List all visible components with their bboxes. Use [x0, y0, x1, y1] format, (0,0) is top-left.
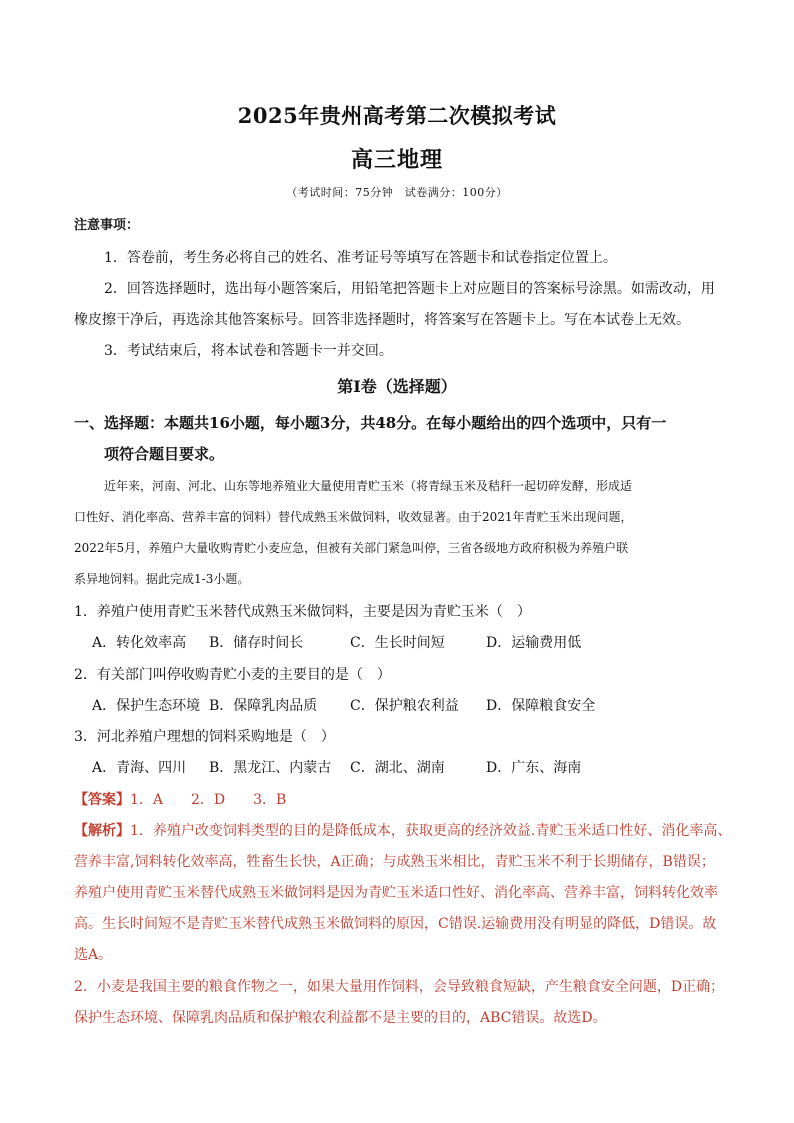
notice-heading: 注意事项： — [74, 218, 140, 233]
notice-item-2-line-1: 2．回答选择题时，选出每小题答案后，用铅笔把答题卡上对应题目的答案标号涂黑。如需改动，用 — [104, 281, 715, 297]
notice-item-2-line-2: 橡皮擦干净后，再选涂其他答案标号。回答非选择题时，将答案写在答题卡上。写在本试卷上无效。 — [74, 312, 690, 328]
exam-info: （考试时间：75分钟 试卷满分：100分） — [286, 186, 508, 199]
analysis-label: 【解析】 — [74, 823, 130, 839]
answer-label: 【答案】 — [74, 792, 130, 808]
analysis-p2-line-2: 保护生态环境、保障乳肉品质和保护粮农利益都不是主要的目的，ABC错误。故选D。 — [74, 1010, 607, 1026]
question-1-option-c: C．生长时间短 — [350, 635, 445, 651]
question-1-option-d: D．运输费用低 — [486, 635, 582, 651]
section-instruction-line-2: 项符合题目要求。 — [104, 445, 225, 463]
exam-subject: 高三地理 — [350, 147, 443, 173]
question-1-stem: 1．养殖户使用青贮玉米替代成熟玉米做饲料，主要是因为青贮玉米（ ） — [74, 604, 531, 620]
answer-values: 1．A 2．D 3．B — [130, 792, 287, 808]
notice-item-1: 1．答卷前，考生务必将自己的姓名、准考证号等填写在答题卡和试卷指定位置上。 — [104, 250, 617, 266]
analysis-p1-line-3: 养殖户使用青贮玉米替代成熟玉米做饲料是因为青贮玉米适口性好、消化率高、营养丰富，饲料转化效率 — [74, 885, 718, 901]
analysis-p2-line-1: 2．小麦是我国主要的粮食作物之一，如果大量用作饲料，会导致粮食短缺，产生粮食安全问题，D正确； — [74, 979, 725, 995]
analysis-row-1 — [74, 820, 731, 840]
answer-row — [74, 789, 286, 809]
section-title: 第Ⅰ卷（选择题） — [337, 377, 457, 396]
notice-item-3: 3．考试结束后，将本试卷和答题卡一并交回。 — [104, 343, 393, 359]
question-3-option-b: B．黑龙江、内蒙古 — [209, 760, 332, 776]
section-instruction-line-1: 一、选择题：本题共16小题，每小题3分，共48分。在每小题给出的四个选项中，只有一 — [74, 414, 667, 432]
analysis-p1-line-1: 1．养殖户改变饲料类型的目的是降低成本，获取更高的经济效益.青贮玉米适口性好、消化率高、 — [130, 823, 732, 839]
question-1-option-a: A．转化效率高 — [92, 635, 187, 651]
passage-line-4: 系异地饲料。据此完成1-3小题。 — [74, 572, 250, 586]
question-2-option-d: D．保障粮食安全 — [486, 698, 596, 714]
question-3-option-d: D．广东、海南 — [486, 760, 582, 776]
analysis-p1-line-5: 选A。 — [74, 947, 113, 963]
analysis-p1-line-2: 营养丰富,饲料转化效率高，牲畜生长快，A正确；与成熟玉米相比，青贮玉米不利于长期储存，B错误； — [74, 854, 715, 870]
question-2-option-c: C．保护粮农利益 — [350, 698, 459, 714]
analysis-p1-line-4: 高。生长时间短不是青贮玉米替代成熟玉米做饲料的原因，C错误.运输费用没有明显的降低，D错误。故 — [74, 916, 717, 932]
question-3-stem: 3．河北养殖户理想的饲料采购地是（ ） — [74, 729, 335, 745]
question-3-option-c: C．湖北、湖南 — [350, 760, 445, 776]
question-2-stem: 2．有关部门叫停收购青贮小麦的主要目的是（ ） — [74, 667, 391, 683]
passage-line-3: 2022年5月，养殖户大量收购青贮小麦应急，但被有关部门紧急叫停，三省各级地方政府积极为养殖户联 — [74, 541, 629, 555]
question-3-option-a: A．青海、四川 — [92, 760, 187, 776]
question-2-option-a: A．保护生态环境 — [92, 698, 201, 714]
question-1-option-b: B．储存时间长 — [209, 635, 304, 651]
exam-title: 2025年贵州高考第二次模拟考试 — [237, 103, 557, 128]
passage-line-1: 近年来，河南、河北、山东等地养殖业大量使用青贮玉米（将青绿玉米及秸秆一起切碎发酵，形成适 — [104, 479, 633, 493]
question-2-option-b: B．保障乳肉品质 — [209, 698, 318, 714]
passage-line-2: 口性好、消化率高、营养丰富的饲料）替代成熟玉米做饲料，收效显著。由于2021年青贮玉米出现问题， — [74, 510, 633, 524]
